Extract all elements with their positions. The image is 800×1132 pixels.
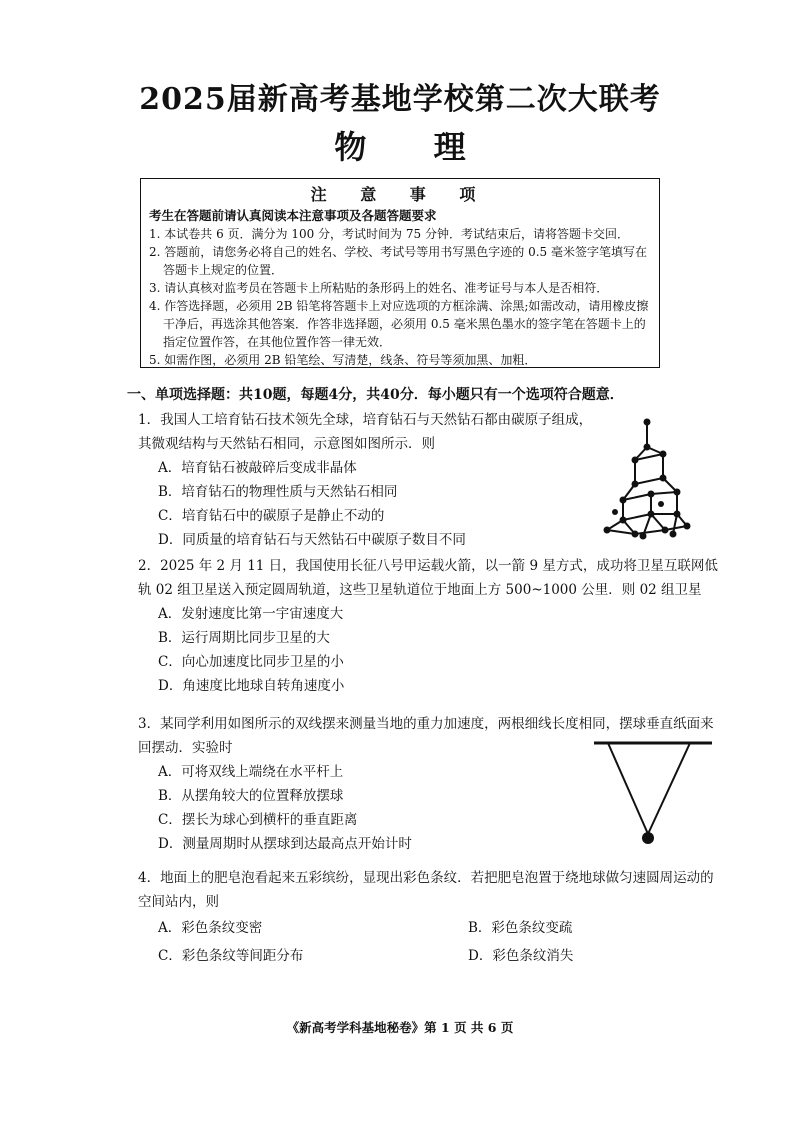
diamond-lattice-figure [595,412,695,547]
option-a: A．彩色条纹变密 [158,920,263,936]
notice-item: 1. 本试卷共 6 页．满分为 100 分，考试时间为 75 分钟．考试结束后，请将答题卡交回． [149,227,629,241]
option-d: D．同质量的培育钻石与天然钻石中碳原子数目不同 [158,532,466,548]
notice-title: 注 意 事 项 [310,185,490,204]
option-b: B．彩色条纹变疏 [468,920,573,936]
option-c: C．培育钻石中的碳原子是静止不动的 [158,508,385,524]
notice-item: 2. 答题前，请您务必将自己的姓名、学校、考试号等用书写黑色字迹的 0.5 毫米签字笔填写在答题卡上规定的位置． [149,245,647,277]
option-b: B．从摆角较大的位置释放摆球 [158,788,344,804]
option-c: C．彩色条纹等间距分布 [158,948,304,964]
question-2 [138,554,720,698]
option-c: C．向心加速度比同步卫星的小 [158,654,344,670]
question-stem: 2．2025 年 2 月 11 日，我国使用长征八号甲运载火箭，以一箭 9 星方式，成功将卫星互联网低轨 02 组卫星送入预定圆周轨道，这些卫星轨道位于地面上方 500~1000 公里．则 02 组卫星 [138,558,718,598]
options-grid [138,914,720,970]
option-d: D．角速度比地球自转角速度小 [158,678,345,694]
question-stem: 1．我国人工培育钻石技术领先全球，培育钻石与天然钻石都由碳原子组成，其微观结构与天然钻石相同，示意图如图所示．则 [138,412,593,452]
notice-box [140,178,660,368]
exam-title: 2025届新高考基地学校第二次大联考 [139,82,661,117]
option-b: B．培育钻石的物理性质与天然钻石相同 [158,484,398,500]
option-a: A．培育钻石被敲碎后变成非晶体 [158,460,357,476]
question-1 [138,408,598,552]
notice-list [149,225,651,369]
option-d: D．测量周期时从摆球到达最高点开始计时 [158,836,412,852]
notice-item: 5. 如需作图，必须用 2B 铅笔绘、写清楚，线条、符号等须加黑、加粗． [149,353,537,367]
option-d: D．彩色条纹消失 [468,948,574,964]
option-a: A．可将双线上端绕在水平杆上 [158,764,344,780]
section-heading: 一、单项选择题：共10题，每题4分，共40分．每小题只有一个选项符合题意． [127,387,624,403]
subject-title: 物 理 [334,128,494,166]
option-b: B．运行周期比同步卫星的大 [158,630,330,646]
question-stem: 3．某同学利用如图所示的双线摆来测量当地的重力加速度，两根细线长度相同，摆球垂直纸面来回摆动．实验时 [138,716,714,756]
notice-item: 4. 作答选择题，必须用 2B 铅笔将答题卡上对应选项的方框涂满、涂黑;如需改动，请用橡皮擦干净后，再选涂其他答案．作答非选择题，必须用 0.5 毫米黑色墨水的签字笔在答题卡上的指定位置作答，在其他位置作答一律无效． [149,299,649,349]
notice-subtitle: 考生在答题前请认真阅读本注意事项及各题答题要求 [149,208,437,223]
option-a: A．发射速度比第一宇宙速度大 [158,606,344,622]
notice-item: 3. 请认真核对监考员在答题卡上所粘贴的条形码上的姓名、准考证号与本人是否相符． [149,281,609,295]
double-pendulum-figure [592,738,714,848]
question-stem: 4．地面上的肥皂泡看起来五彩缤纷，显现出彩色条纹．若把肥皂泡置于绕地球做匀速圆周运动的空间站内，则 [138,870,714,910]
question-4 [138,866,720,970]
option-c: C．摆长为球心到横杆的垂直距离 [158,812,358,828]
page-footer: 《新高考学科基地秘卷》第 1 页 共 6 页 [286,1020,514,1035]
